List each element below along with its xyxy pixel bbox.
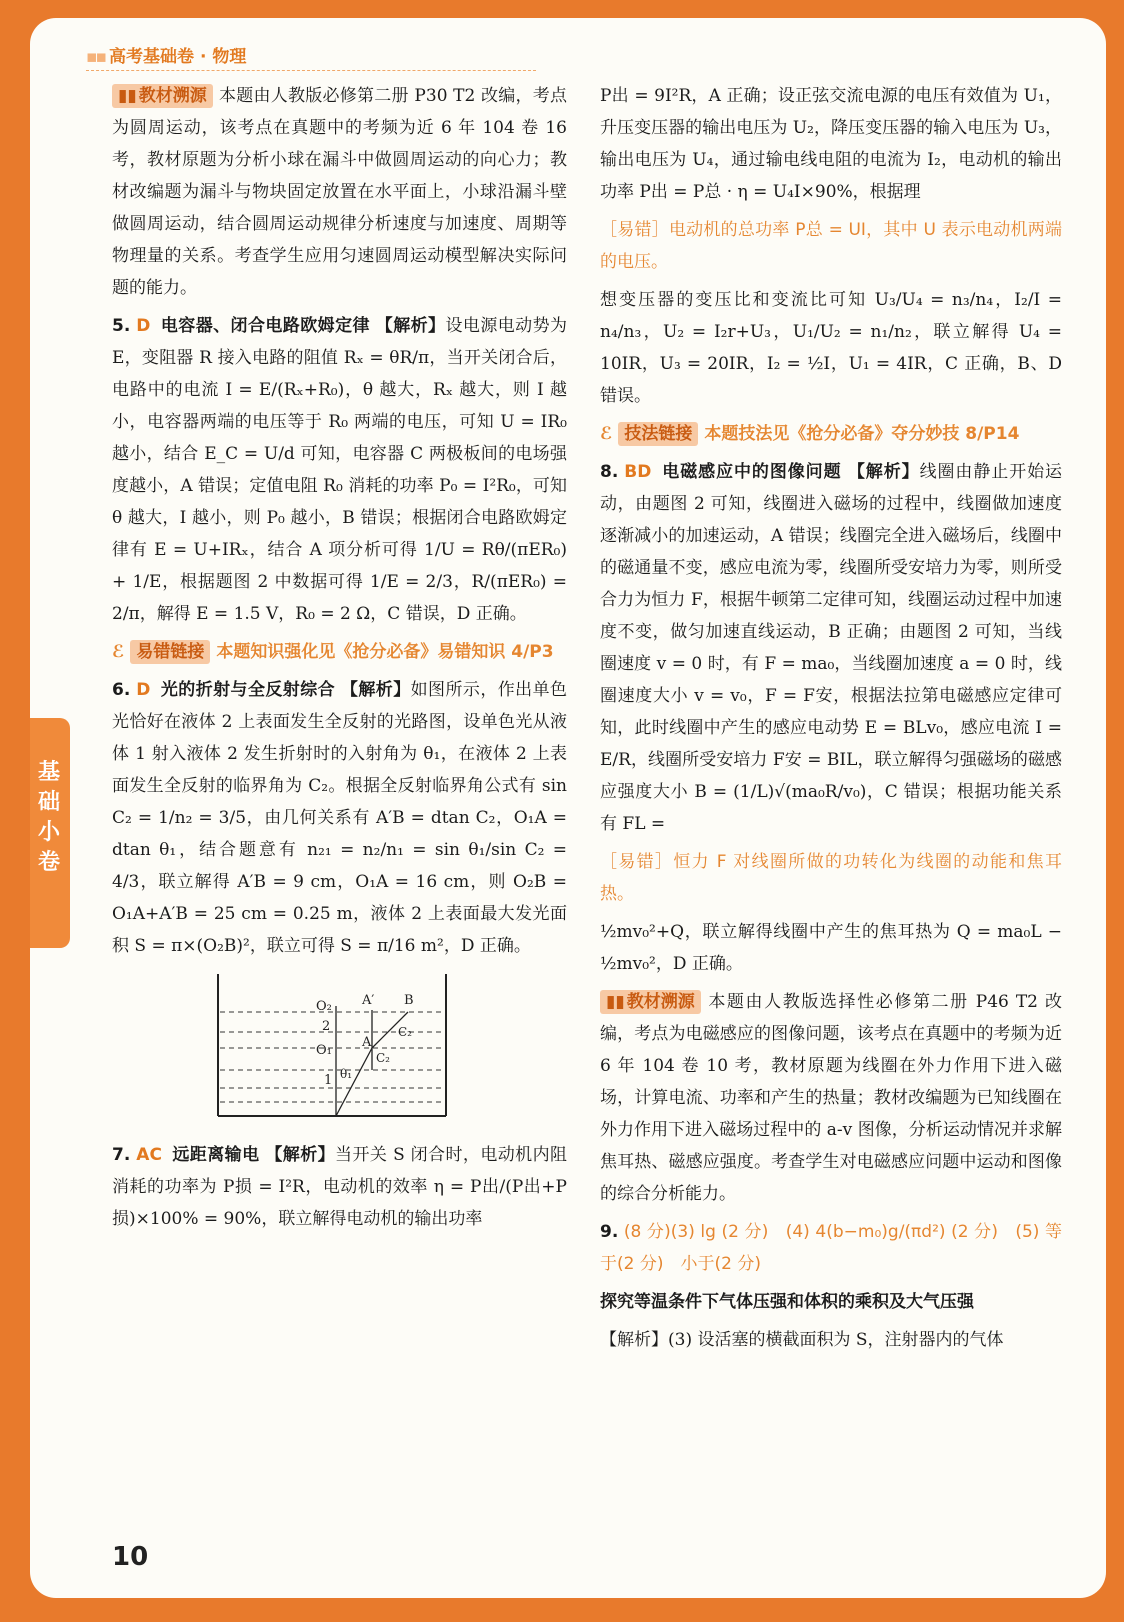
mistake-note-1: ［易错］电动机的总功率 P总 = UI，其中 U 表示电动机两端的电压。	[600, 220, 1062, 272]
q6-number: 6.	[112, 680, 131, 700]
left-column	[112, 80, 567, 1241]
q6-label: 【解析】	[340, 680, 411, 700]
q8-continued	[600, 916, 1062, 980]
q8-text: 线圈由静止开始运动，由题图 2 可知，线圈进入磁场的过程中，线圈做加速度逐渐减小的加速运动，A 错误；线圈完全进入磁场后，线圈中的磁通量不变，感应电流为零，线圈所受安培力为零，则所受合力为恒力 F，根据牛顿第二定律可知，线圈运动过程中加速度不变，做匀加速直线运动，B 正确；由题图 2 可知，当线圈速度 v = 0 时，有 F = ma₀，当线圈加速度 a = 0 时，线圈速度大小 v = v₀，F = F安，根据法拉第电磁感应定律可知，此时线圈中产生的感应电动势 E = BLv₀，感应电流 I = E/R，线圈所受安培力 F安 = BIL，联立解得匀强磁场的磁感应强度大小 B = (1/L)√(ma₀R/v₀)，C 错误；根据功能关系有 FL =	[600, 462, 1063, 834]
side-tab	[30, 718, 70, 948]
diagram-label-a-prime: A′	[362, 993, 375, 1008]
refraction-diagram-svg	[212, 970, 452, 1120]
q7-cont2-text: 想变压器的变压比和变流比可知 U₃/U₄ = n₃/n₄，I₂/I = n₄/n₃，U₂ = I₂r+U₃，U₁/U₂ = n₁/n₂，联立解得 U₄ = 10IR，U₃ = 20IR，I₂ = ½I，U₁ = 4IR，C 正确，B、D 错误。	[600, 290, 1062, 406]
source-note-2-tag: ▮▮ 教材溯源	[600, 990, 701, 1014]
q8-cont-text: ½mv₀²+Q，联立解得线圈中产生的焦耳热为 Q = ma₀L − ½mv₀²，D 正确。	[600, 922, 1062, 974]
q5-label: 【解析】	[375, 316, 446, 336]
diagram-label-c2-upper: C₂	[398, 1025, 412, 1039]
error-link-icon: ℰ	[112, 642, 131, 662]
q7-cont-text: P出 = 9I²R，A 正确；设正弦交流电源的电压有效值为 U₁，升压变压器的输出电压为 U₂，降压变压器的输入电压为 U₃，输出电压为 U₄，通过输电线电阻的电流为 I₂，电动机的输出功率 P出 = P总 · η = U₄I×90%，根据理	[600, 86, 1062, 202]
q9-topic: 探究等温条件下气体压强和体积的乘积及大气压强	[600, 1292, 974, 1312]
diagram-label-a: A	[362, 1035, 372, 1050]
source-note-2-text: 本题由人教版选择性必修第二册 P46 T2 改编，考点为电磁感应的图像问题，该考点在真题中的考频为近 6 年 104 卷 10 考，教材原题为线圈在外力作用下进入磁场，计算电流、功率和产生的热量；教材改编题为已知线圈在外力作用下进入磁场过程中的 a-v 图像，分析运动情况并求解焦耳热、磁感应强度。考查学生对电磁感应问题中运动和图像的综合分析能力。	[600, 992, 1062, 1204]
question-6	[112, 674, 567, 962]
q7-continued	[600, 80, 1062, 208]
q9-score-line: (8 分)(3) lg (2 分) (4) 4(b−m₀)g/(πd²) (2 分) (5) 等于(2 分) 小于(2 分)	[600, 1222, 1063, 1274]
q5-text: 设电源电动势为 E，变阻器 R 接入电路的阻值 Rₓ = θR/π，当开关闭合后，电路中的电流 I = E/(Rₓ+R₀)，θ 越大，Rₓ 越大，则 I 越小，电容器两端的电压等于 R₀ 两端的电压，可知 U = IR₀ 越小，结合 E_C = U/d 可知，电容器 C 两极板间的电场强度越小，A 错误；定值电阻 R₀ 消耗的功率 P₀ = I²R₀，可知 θ 越大，I 越小，则 P₀ 越小，B 错误；根据闭合电路欧姆定律有 E = U+IRₓ，结合 A 项分析可得 1/U = Rθ/(πER₀) + 1/E，根据题图 2 中数据可得 1/E = 2/3，R/(πER₀) = 2/π，解得 E = 1.5 V，R₀ = 2 Ω，C 错误，D 正确。	[112, 316, 568, 624]
source-note-tag: ▮▮ 教材溯源	[112, 84, 213, 108]
question-8	[600, 456, 1062, 840]
question-5	[112, 310, 567, 630]
q5-answer: D	[136, 316, 151, 336]
diagram-label-o1: O₁	[316, 1043, 332, 1058]
error-link	[112, 636, 567, 668]
q8-number: 8.	[600, 462, 619, 482]
page-number: 10	[112, 1542, 149, 1572]
diagram-label-1: 1	[324, 1073, 333, 1088]
q7-label: 【解析】	[265, 1145, 336, 1165]
q5-topic: 电容器、闭合电路欧姆定律	[160, 316, 370, 336]
q7-answer: AC	[136, 1145, 162, 1165]
diagram-label-2: 2	[322, 1019, 331, 1034]
error-link-text: 本题知识强化见《抢分必备》易错知识 4/P3	[216, 642, 554, 662]
q5-number: 5.	[112, 316, 131, 336]
q7-text: 当开关 S 闭合时，电动机内阻消耗的功率为 P损 = I²R，电动机的效率 η = P出/(P出+P损)×100% = 90%，联立解得电动机的输出功率	[112, 1145, 568, 1229]
q6-text: 如图所示，作出单色光恰好在液体 2 上表面发生全反射的光路图，设单色光从液体 1 射入液体 2 发生折射时的入射角为 θ₁，在液体 2 上表面发生全反射的临界角为 C₂。根据全反射临界角公式有 sin C₂ = 1/n₂ = 3/5，由几何关系有 A′B = dtan C₂，O₁A = dtan θ₁，结合题意有 n₂₁ = n₂/n₁ = sin θ₁/sin C₂ = 4/3，联立解得 A′B = 9 cm，O₁A = 16 cm，则 O₂B = O₁A+A′B = 25 cm = 0.25 m，液体 2 上表面最大发光面积 S = π×(O₂B)²，联立可得 S = π/16 m²，D 正确。	[112, 680, 568, 956]
skill-link-tag: 技法链接	[618, 422, 698, 446]
diagram-label-b: B	[404, 993, 414, 1008]
q7-topic: 远距离输电	[171, 1145, 260, 1165]
source-note-text: 本题由人教版必修第二册 P30 T2 改编，考点为圆周运动，该考点在真题中的考频为近 6 年 104 卷 16 考，教材原题为分析小球在漏斗中做圆周运动的向心力；教材改编题为漏斗与物块固定放置在水平面上，小球沿漏斗壁做圆周运动，结合圆周运动规律分析速度与加速度、周期等物理量的关系。考查学生应用匀速圆周运动模型解决实际问题的能力。	[112, 86, 567, 298]
right-column	[600, 80, 1062, 1362]
page-header: ▪▪ 高考基础卷 · 物理	[86, 47, 247, 67]
diagram-label-c2-lower: C₂	[376, 1051, 390, 1065]
skill-link	[600, 418, 1062, 450]
q7-number: 7.	[112, 1145, 131, 1165]
header-title: 高考基础卷 · 物理	[109, 47, 247, 67]
source-note-1	[112, 80, 567, 304]
skill-link-icon: ℰ	[600, 424, 619, 444]
side-tab-label: 基础小卷	[38, 760, 61, 875]
q8-label: 【解析】	[847, 462, 920, 482]
book-icon: ▮▮	[606, 992, 625, 1012]
page	[30, 18, 1106, 1598]
q9-number: 9.	[600, 1222, 619, 1242]
q6-topic: 光的折射与全反射综合	[160, 680, 336, 700]
header-divider	[86, 70, 536, 72]
diagram-label-theta1: θ₁	[340, 1067, 353, 1081]
diagram-label-o2: O₂	[316, 999, 332, 1014]
q9-analysis: 【解析】(3) 设活塞的横截面积为 S，注射器内的气体	[600, 1330, 1004, 1350]
q8-topic: 电磁感应中的图像问题	[661, 462, 842, 482]
q6-answer: D	[136, 680, 151, 700]
error-link-tag: 易错链接	[130, 640, 210, 664]
question-7	[112, 1139, 567, 1235]
question-9	[600, 1216, 1062, 1280]
source-note-2	[600, 986, 1062, 1210]
mistake-note-2: ［易错］恒力 F 对线圈所做的功转化为线圈的动能和焦耳热。	[600, 852, 1062, 904]
q7-continued-2	[600, 284, 1062, 412]
refraction-diagram	[212, 970, 567, 1131]
skill-link-text: 本题技法见《抢分必备》夺分妙技 8/P14	[704, 424, 1020, 444]
q8-answer: BD	[624, 462, 652, 482]
book-icon: ▮▮	[118, 86, 137, 106]
